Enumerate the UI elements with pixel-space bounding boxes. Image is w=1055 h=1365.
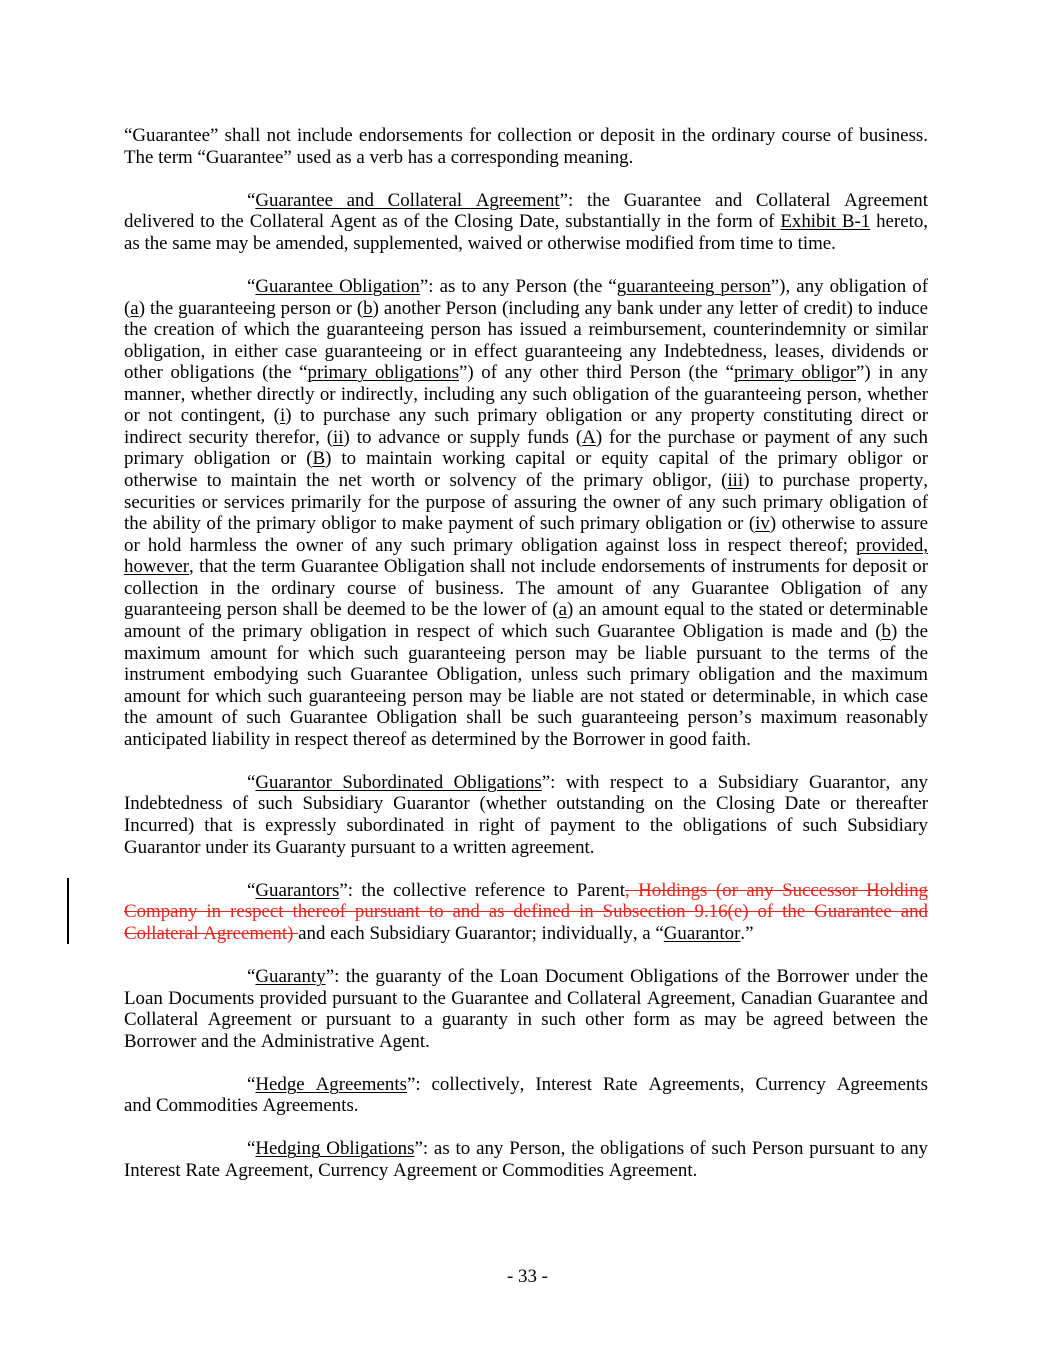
text-run: or not contingent, ( (124, 405, 280, 427)
definition-guarantee-obligation (124, 276, 928, 750)
deleted-text: , Holdings (or any Successor Holding (624, 879, 928, 901)
text-line (124, 405, 928, 427)
text-line (124, 643, 928, 665)
underlined-term: Guarantor (663, 922, 741, 944)
text-line (124, 384, 928, 406)
underlined-term: however (124, 556, 190, 578)
text-line (124, 448, 928, 470)
underlined-term: Guarantee Obligation (255, 275, 420, 297)
underlined-term: Guarantors (255, 879, 340, 901)
text-run: obligation, in either case guaranteeing or in effect guaranteeing any Indebtedness, leases, dividends or (124, 340, 928, 362)
text-line (124, 923, 928, 945)
text-run: The term “Guarantee” used as a verb has a corresponding meaning. (124, 146, 634, 168)
text-line (124, 1138, 928, 1160)
text-line (124, 492, 928, 514)
definition-hedge-agreements (124, 1074, 928, 1117)
text-run: “ (247, 771, 256, 793)
underlined-term: Guarantor Subordinated Obligations (255, 771, 542, 793)
text-run: anticipated liability in respect thereof as determined by the Borrower in good faith. (124, 728, 751, 750)
text-line (124, 362, 928, 384)
text-line (124, 729, 928, 751)
text-line (124, 556, 928, 578)
text-run: , that the term Guarantee Obligation shall not include endorsements of instruments for deposit or (189, 556, 928, 578)
text-run: ) otherwise to assure (769, 513, 928, 535)
text-run: Indebtedness of such Subsidiary Guarantor (whether outstanding on the Closing Date or thereafter (124, 793, 928, 815)
text-run: securities or services primarily for the purpose of assuring the owner of any such primary obligation of (124, 491, 928, 513)
text-line (124, 599, 928, 621)
text-run: “ (247, 189, 256, 211)
page-body (124, 125, 928, 1203)
text-run: hereto, (870, 211, 928, 233)
text-run: “ (247, 879, 256, 901)
text-line (124, 793, 928, 815)
text-run: ”: with respect to a Subsidiary Guarantor, any (541, 771, 928, 793)
text-run: “ (247, 965, 256, 987)
text-line (124, 1009, 928, 1031)
text-line (124, 966, 928, 988)
text-run: maximum amount for which such guaranteeing person may be liable pursuant to the terms of the (124, 642, 928, 664)
text-run: ”) in any (856, 362, 929, 384)
text-run: collection in the ordinary course of business. The amount of any Guarantee Obligation of any (124, 577, 928, 599)
text-line (124, 125, 928, 147)
text-line (124, 988, 928, 1010)
underlined-term: b (363, 297, 373, 319)
underlined-term: iv (755, 513, 770, 535)
text-line (124, 815, 928, 837)
text-run: Interest Rate Agreement, Currency Agreement or Commodities Agreement. (124, 1160, 698, 1181)
text-line (124, 1074, 928, 1096)
text-line (124, 621, 928, 643)
text-run: Loan Documents provided pursuant to the Guarantee and Collateral Agreement, Canadian Guarantee and (124, 987, 928, 1009)
text-run: or hold harmless the owner of any such primary obligation against loss in respect thereof; (124, 534, 857, 556)
underlined-term: guaranteeing person (616, 275, 771, 297)
underlined-term: B (312, 448, 326, 470)
text-run: and each Subsidiary Guarantor; individually, a “ (298, 922, 664, 944)
text-line (124, 470, 928, 492)
text-line (124, 686, 928, 708)
definition-guarantor-subordinated-obligations (124, 772, 928, 858)
text-run: the ability of the primary obligor to make payment of such primary obligation or ( (124, 513, 756, 535)
text-run: ”), any obligation of (770, 275, 928, 297)
text-line (124, 276, 928, 298)
text-run: .” (740, 922, 754, 944)
text-line (124, 1095, 928, 1117)
text-line (124, 319, 928, 341)
text-line (124, 901, 928, 923)
text-run: ”: the Guarantee and Collateral Agreement (559, 189, 928, 211)
text-run: ) the guaranteeing person or ( (138, 297, 364, 319)
text-line (124, 880, 928, 902)
text-run: ”: as to any Person (the “ (419, 275, 617, 297)
text-run: “ (247, 1073, 256, 1095)
text-run: “Guarantee” shall not include endorsements for collection or deposit in the ordinary course of business. (124, 125, 928, 146)
text-line (124, 298, 928, 320)
underlined-term: primary obligor (733, 362, 857, 384)
text-run: the creation of which the guaranteeing person has issued a reimbursement, counterindemnity or similar (124, 319, 928, 341)
text-line (124, 837, 928, 859)
underlined-term: Guarantee and Collateral Agreement (255, 189, 560, 211)
text-run: ) an amount equal to the stated or determinable (567, 599, 928, 621)
text-line (124, 147, 928, 169)
underlined-term: Guaranty (255, 965, 326, 987)
text-run: delivered to the Collateral Agent as of the Closing Date, substantially in the form of (124, 211, 781, 233)
text-run: ”: the collective reference to Parent (339, 879, 625, 901)
underlined-term: b (881, 620, 891, 642)
text-run: ) for the purchase or payment of any such (595, 426, 928, 448)
text-run: ”: the guaranty of the Loan Document Obligations of the Borrower under the (325, 965, 928, 987)
text-line (124, 190, 928, 212)
text-run: ) to purchase property, (743, 470, 928, 491)
definition-hedging-obligations (124, 1138, 928, 1181)
text-run: manner, whether directly or indirectly, including any such obligation of the guaranteeing person, whether (124, 383, 928, 405)
text-run: ) to purchase any such primary obligation or any property constituting direct or (285, 405, 928, 427)
underlined-term: ii (333, 426, 344, 448)
text-run: ) to advance or supply funds ( (343, 426, 583, 448)
text-run: Incurred) that is expressly subordinated in right of payment to the obligations of such Subsidiary (124, 815, 928, 836)
underlined-term: Hedging Obligations (255, 1138, 415, 1160)
underlined-term: iii (727, 470, 744, 491)
text-run: ) another Person (including any bank under any letter of credit) to induce (372, 297, 928, 319)
text-line (124, 211, 928, 233)
text-run: ”: as to any Person, the obligations of such Person pursuant to any (414, 1138, 928, 1160)
text-run: guaranteeing person shall be deemed to be the lower of ( (124, 599, 559, 621)
text-run: the amount of such Guarantee Obligation shall be such guaranteeing person’s maximum reasonably (124, 707, 928, 729)
definition-guarantee-and-collateral-agreement (124, 190, 928, 255)
underlined-term: i (279, 405, 286, 427)
text-run: Borrower and the Administrative Agent. (124, 1030, 430, 1052)
underlined-term: a (130, 297, 139, 319)
text-run: instrument embodying such Guarantee Obligation, unless such primary obligation and the maximum (124, 664, 928, 686)
underlined-term: a (558, 599, 568, 621)
text-line (124, 707, 928, 729)
text-line (124, 535, 928, 557)
text-run: indirect security therefor, ( (124, 426, 333, 448)
text-run: ( (124, 297, 131, 319)
text-line (124, 427, 928, 449)
text-run: Guarantor under its Guaranty pursuant to a written agreement. (124, 836, 595, 858)
text-run: and Commodities Agreements. (124, 1095, 359, 1117)
text-run: “ (247, 275, 256, 297)
text-line (124, 233, 928, 255)
text-run: ”) of any other third Person (the “ (458, 362, 734, 384)
text-run: ) to maintain working capital or equity capital of the primary obligor or (325, 448, 928, 470)
text-run: amount of the primary obligation in respect of which such Guarantee Obligation is made and ( (124, 620, 882, 642)
text-line (124, 1031, 928, 1053)
text-line (124, 578, 928, 600)
underlined-term: Exhibit B-1 (780, 211, 871, 233)
underlined-term: primary obligations (307, 362, 459, 384)
text-run: otherwise to maintain the net worth or solvency of the primary obligor, ( (124, 470, 728, 491)
text-run: other obligations (the “ (124, 362, 308, 384)
deleted-text: Company in respect thereof pursuant to and as defined in Subsection 9.16(e) of the Guarantee and (124, 901, 928, 923)
deleted-text: Collateral Agreement) (124, 922, 299, 944)
text-line (124, 664, 928, 686)
text-run: ”: collectively, Interest Rate Agreements, Currency Agreements (406, 1073, 929, 1095)
text-line (124, 1160, 928, 1182)
revision-change-bar (67, 878, 69, 944)
text-run: primary obligation or ( (124, 448, 313, 470)
underlined-term: A (582, 426, 596, 448)
text-run: “ (247, 1138, 256, 1160)
definition-guaranty (124, 966, 928, 1052)
text-run: as the same may be amended, supplemented, waived or otherwise modified from time to time. (124, 232, 836, 254)
underlined-term: provided, (856, 534, 928, 556)
text-run: amount for which such guaranteeing person may be liable are not stated or determinable, in which case (124, 685, 928, 707)
text-line (124, 341, 928, 363)
page-number: - 33 - (507, 1266, 548, 1287)
underlined-term: Hedge Agreements (255, 1073, 407, 1095)
text-run: ) the (890, 620, 928, 642)
text-line (124, 513, 928, 535)
text-line (124, 772, 928, 794)
paragraph-guarantee-continuation (124, 125, 928, 168)
text-run: Collateral Agreement or pursuant to a guaranty in such other form as may be agreed between the (124, 1009, 928, 1031)
definition-guarantors (124, 880, 928, 945)
